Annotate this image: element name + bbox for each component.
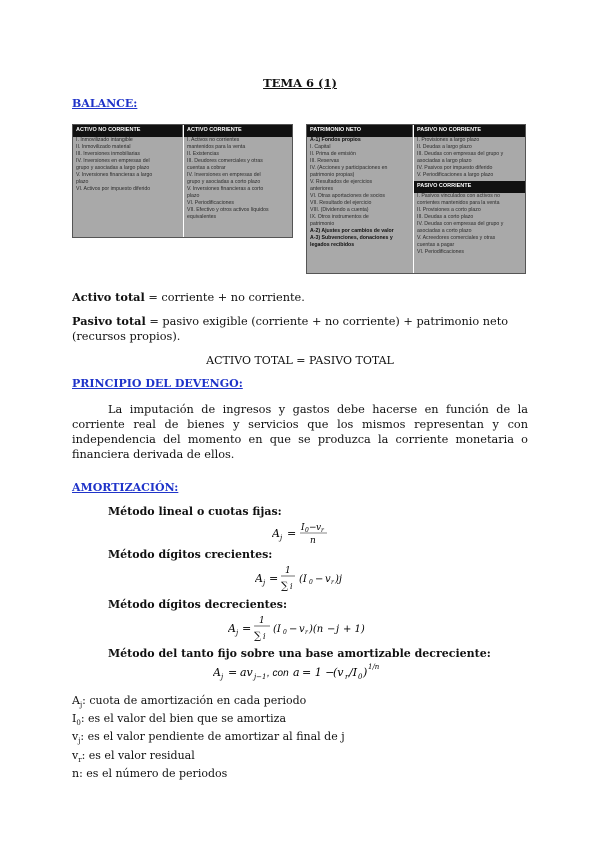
svg-text:=: = — [287, 527, 297, 540]
balance-list-item: V. Resultados de ejercicios — [310, 179, 373, 185]
svg-text:1: 1 — [259, 616, 265, 626]
balance-list-item: VIII. (Dividendo a cuenta) — [310, 207, 369, 213]
svg-text:)j: )j — [335, 574, 343, 585]
activo-corriente-column — [183, 125, 293, 237]
balance-list-item: equivalentes — [187, 214, 217, 220]
svg-text:0: 0 — [358, 673, 363, 681]
page-title: TEMA 6 (1) — [263, 76, 337, 90]
svg-text:)(n: )(n — [309, 624, 324, 635]
svg-text:v: v — [325, 574, 331, 585]
svg-text:a: a — [293, 666, 300, 679]
patrimonio-neto-header: PATRIMONIO NETO — [307, 125, 413, 137]
svg-text:0: 0 — [283, 629, 287, 636]
svg-text:I: I — [301, 523, 305, 533]
balance-list-item: VI. Otras aportaciones de socios — [310, 193, 385, 199]
balance-list-item: VII. Efectivo y otros activos líquidos — [187, 207, 269, 213]
pasivo-no-corriente-header: PASIVO NO CORRIENTE — [414, 125, 526, 137]
balance-list-item: II. Inmovilizado material — [76, 144, 131, 150]
balance-list-item: II. Prima de emisión — [310, 151, 356, 157]
balance-list-item: II. Deudas a largo plazo — [417, 144, 472, 150]
balance-list-item: V. Periodificaciones a largo plazo — [417, 172, 494, 178]
balance-list-item: V. Acreedores comerciales y otras — [417, 235, 496, 241]
balance-list-item: VII. Resultado del ejercicio — [310, 200, 372, 206]
balance-list-item: IV. (Acciones y participaciones en — [310, 165, 388, 171]
legend-symbol: n — [72, 766, 80, 780]
patrimonio-neto-column — [307, 125, 413, 273]
legend-symbol: A — [72, 694, 80, 707]
method-tanto-fijo-heading: Método del tanto fijo sobre una base amortizable decreciente: — [108, 647, 491, 660]
balance-list-item: cuentas a pagar — [417, 242, 455, 248]
balance-list-item: I. Pasivos vinculados con activos no — [417, 193, 501, 199]
svg-text:A: A — [255, 572, 263, 585]
activo-total-definition — [72, 290, 528, 305]
method-decrecientes-heading: Método dígitos decrecientes: — [108, 598, 288, 611]
svg-text:j−1: j−1 — [254, 673, 267, 681]
balance-list-item: IV. Inversiones en empresas del — [187, 172, 261, 178]
legend-text: : es el valor del bien que se amortiza — [80, 712, 287, 726]
svg-text:=: = — [269, 572, 279, 585]
balance-list-item: A-3) Subvenciones, donaciones y — [310, 235, 393, 241]
svg-text:−: − — [309, 523, 317, 533]
svg-text:∑: ∑ — [254, 631, 262, 642]
svg-text:0: 0 — [305, 527, 309, 534]
legend-row — [72, 767, 345, 785]
balance-equation: ACTIVO TOTAL = PASIVO TOTAL — [206, 354, 394, 367]
svg-text:1: 1 — [285, 566, 291, 576]
svg-text:v: v — [316, 523, 322, 533]
formula-lineal — [272, 519, 352, 548]
legend-row — [72, 694, 345, 712]
pasivo-corriente-header: PASIVO CORRIENTE — [414, 181, 526, 193]
svg-text:i: i — [290, 582, 293, 591]
balance-list-item: II. Existencias — [187, 151, 220, 157]
svg-text:r: r — [321, 527, 324, 534]
activo-no-corriente-header: ACTIVO NO CORRIENTE — [73, 125, 183, 137]
balance-list-item: III. Deudores comerciales y otras — [187, 158, 263, 164]
svg-text:A: A — [213, 666, 221, 679]
svg-text:−: − — [315, 574, 324, 585]
legend-symbol: v — [72, 748, 79, 762]
svg-text:= 1 −: = 1 − — [302, 666, 335, 679]
balance-list-item: plazo — [76, 179, 89, 185]
section-heading-devengo: PRINCIPIO DEL DEVENGO: — [72, 377, 243, 390]
svg-text:1/n: 1/n — [368, 663, 380, 671]
activo-corriente-header: ACTIVO CORRIENTE — [184, 125, 293, 137]
formula-decrecientes — [228, 611, 378, 648]
balance-list-item: I. Inmovilizado intangible — [76, 137, 133, 143]
svg-text:A: A — [272, 527, 280, 540]
svg-text:j: j — [336, 624, 340, 635]
balance-list-item: IX. Otros instrumentos de — [310, 214, 369, 220]
balance-list-item: VI. Periodificaciones — [187, 200, 234, 206]
balance-list-item: IV. Deudas con empresas del grupo y — [417, 221, 504, 227]
activo-total-text: = corriente + no corriente. — [144, 291, 305, 304]
balance-list-item: cuentas a cobrar — [187, 165, 226, 171]
pasivo-total-definition — [72, 314, 528, 344]
balance-list-item: grupo y asociadas a largo plazo — [76, 165, 150, 171]
formula-tanto-fijo — [213, 659, 393, 686]
svg-text:−: − — [327, 624, 336, 635]
svg-text:, con: , con — [267, 668, 289, 679]
legend-text: : cuota de amortización en cada periodo — [82, 694, 307, 707]
balance-activo-table — [72, 124, 293, 238]
method-lineal-heading: Método lineal o cuotas fijas: — [108, 505, 282, 518]
balance-list-item: VI. Activos por impuesto diferido — [76, 186, 151, 192]
balance-list-item: I. Provisiones a largo plazo — [417, 137, 480, 143]
activo-total-term: Activo total — [72, 290, 145, 304]
svg-text:/I: /I — [349, 666, 358, 679]
svg-text:=: = — [228, 666, 238, 679]
balance-list-item: plazo — [187, 193, 200, 199]
devengo-paragraph: La imputación de ingresos y gastos debe hacerse en función de la corriente real de bienes y servicios que los mismos representan y con independencia del momento en que se produzca la corriente monetaria o financiera derivada de ellos. — [72, 403, 528, 461]
svg-text:): ) — [363, 666, 368, 679]
svg-text:r: r — [331, 579, 334, 586]
legend-subscript: j — [79, 701, 83, 710]
method-crecientes-heading: Método dígitos crecientes: — [108, 548, 273, 561]
svg-text:+ 1): + 1) — [343, 624, 365, 635]
balance-list-item: patrimonio — [310, 221, 335, 227]
balance-list-item: asociadas a largo plazo — [417, 158, 472, 164]
balance-list-item: IV. Pasivos por impuesto diferido — [417, 165, 493, 171]
svg-text:j: j — [280, 534, 283, 542]
legend-text: : es el valor residual — [81, 748, 195, 762]
svg-text:(v: (v — [333, 666, 344, 679]
balance-list-item: asociadas a corto plazo — [417, 228, 472, 234]
balance-list-item: A-1) Fondos propios — [310, 137, 361, 143]
balance-list-item: V. Inversiones financieras a largo — [76, 172, 153, 178]
svg-text:(I: (I — [299, 574, 307, 585]
balance-list-item: III. Reservas — [310, 158, 340, 164]
balance-list-item: III. Deudas a corto plazo — [417, 214, 474, 220]
svg-text:av: av — [240, 666, 253, 679]
balance-list-item: VI. Periodificaciones — [417, 249, 464, 255]
balance-list-item: II. Provisiones a corto plazo — [417, 207, 481, 213]
legend-symbol: v — [72, 730, 79, 744]
svg-text:i: i — [263, 632, 266, 641]
legend-subscript: 0 — [76, 719, 81, 728]
legend-symbol: I — [72, 712, 77, 726]
symbol-legend — [72, 694, 345, 785]
balance-list-item: patrimonio propias) — [310, 172, 355, 178]
svg-text:∑: ∑ — [281, 581, 289, 592]
svg-text:r: r — [345, 673, 349, 681]
svg-text:0: 0 — [309, 579, 313, 586]
legend-row — [72, 712, 345, 730]
balance-list-item: mantenidos para la venta — [187, 144, 246, 150]
svg-text:j: j — [263, 579, 266, 587]
pasivo-column — [413, 125, 526, 273]
balance-pasivo-table — [306, 124, 526, 274]
svg-text:A: A — [228, 622, 236, 635]
balance-list-item: I. Activos no corrientes — [187, 137, 240, 143]
formula-crecientes — [255, 562, 365, 597]
legend-subscript: j — [78, 737, 81, 746]
balance-list-item: corrientes mantenidos para la venta — [417, 200, 500, 206]
balance-list-item: IV. Inversiones en empresas del — [76, 158, 150, 164]
pasivo-total-term: Pasivo total — [72, 314, 146, 328]
section-heading-balance: BALANCE: — [72, 97, 138, 110]
svg-text:n: n — [310, 536, 316, 545]
legend-row — [72, 730, 345, 748]
svg-text:−: − — [289, 624, 298, 635]
balance-list-item: A-2) Ajustes por cambios de valor — [310, 228, 394, 234]
svg-text:=: = — [242, 622, 252, 635]
svg-text:v: v — [299, 624, 305, 635]
svg-text:r: r — [305, 629, 308, 636]
svg-text:j: j — [236, 629, 239, 637]
balance-list-item: legados recibidos — [310, 242, 355, 248]
balance-list-item: V. Inversiones financieras a corto — [187, 186, 264, 192]
legend-text: : es el valor pendiente de amortizar al final de j — [80, 730, 345, 744]
balance-list-item: anteriores — [310, 186, 334, 192]
legend-subscript: r — [78, 755, 82, 764]
svg-text:j: j — [221, 673, 224, 681]
balance-list-item: III. Inversiones inmobiliarias — [76, 151, 141, 157]
pasivo-total-text: = pasivo exigible (corriente + no corriente) + patrimonio neto (recursos propios). — [72, 315, 509, 343]
section-heading-amortizacion: AMORTIZACIÓN: — [72, 481, 179, 494]
svg-text:(I: (I — [273, 624, 281, 635]
activo-no-corriente-column — [73, 125, 183, 237]
balance-list-item: I. Capital — [310, 144, 331, 150]
balance-list-item: III. Deudas con empresas del grupo y — [417, 151, 504, 157]
balance-list-item: grupo y asociadas a corto plazo — [187, 179, 261, 185]
legend-text: : es el número de periodos — [79, 766, 228, 780]
legend-row — [72, 749, 345, 767]
